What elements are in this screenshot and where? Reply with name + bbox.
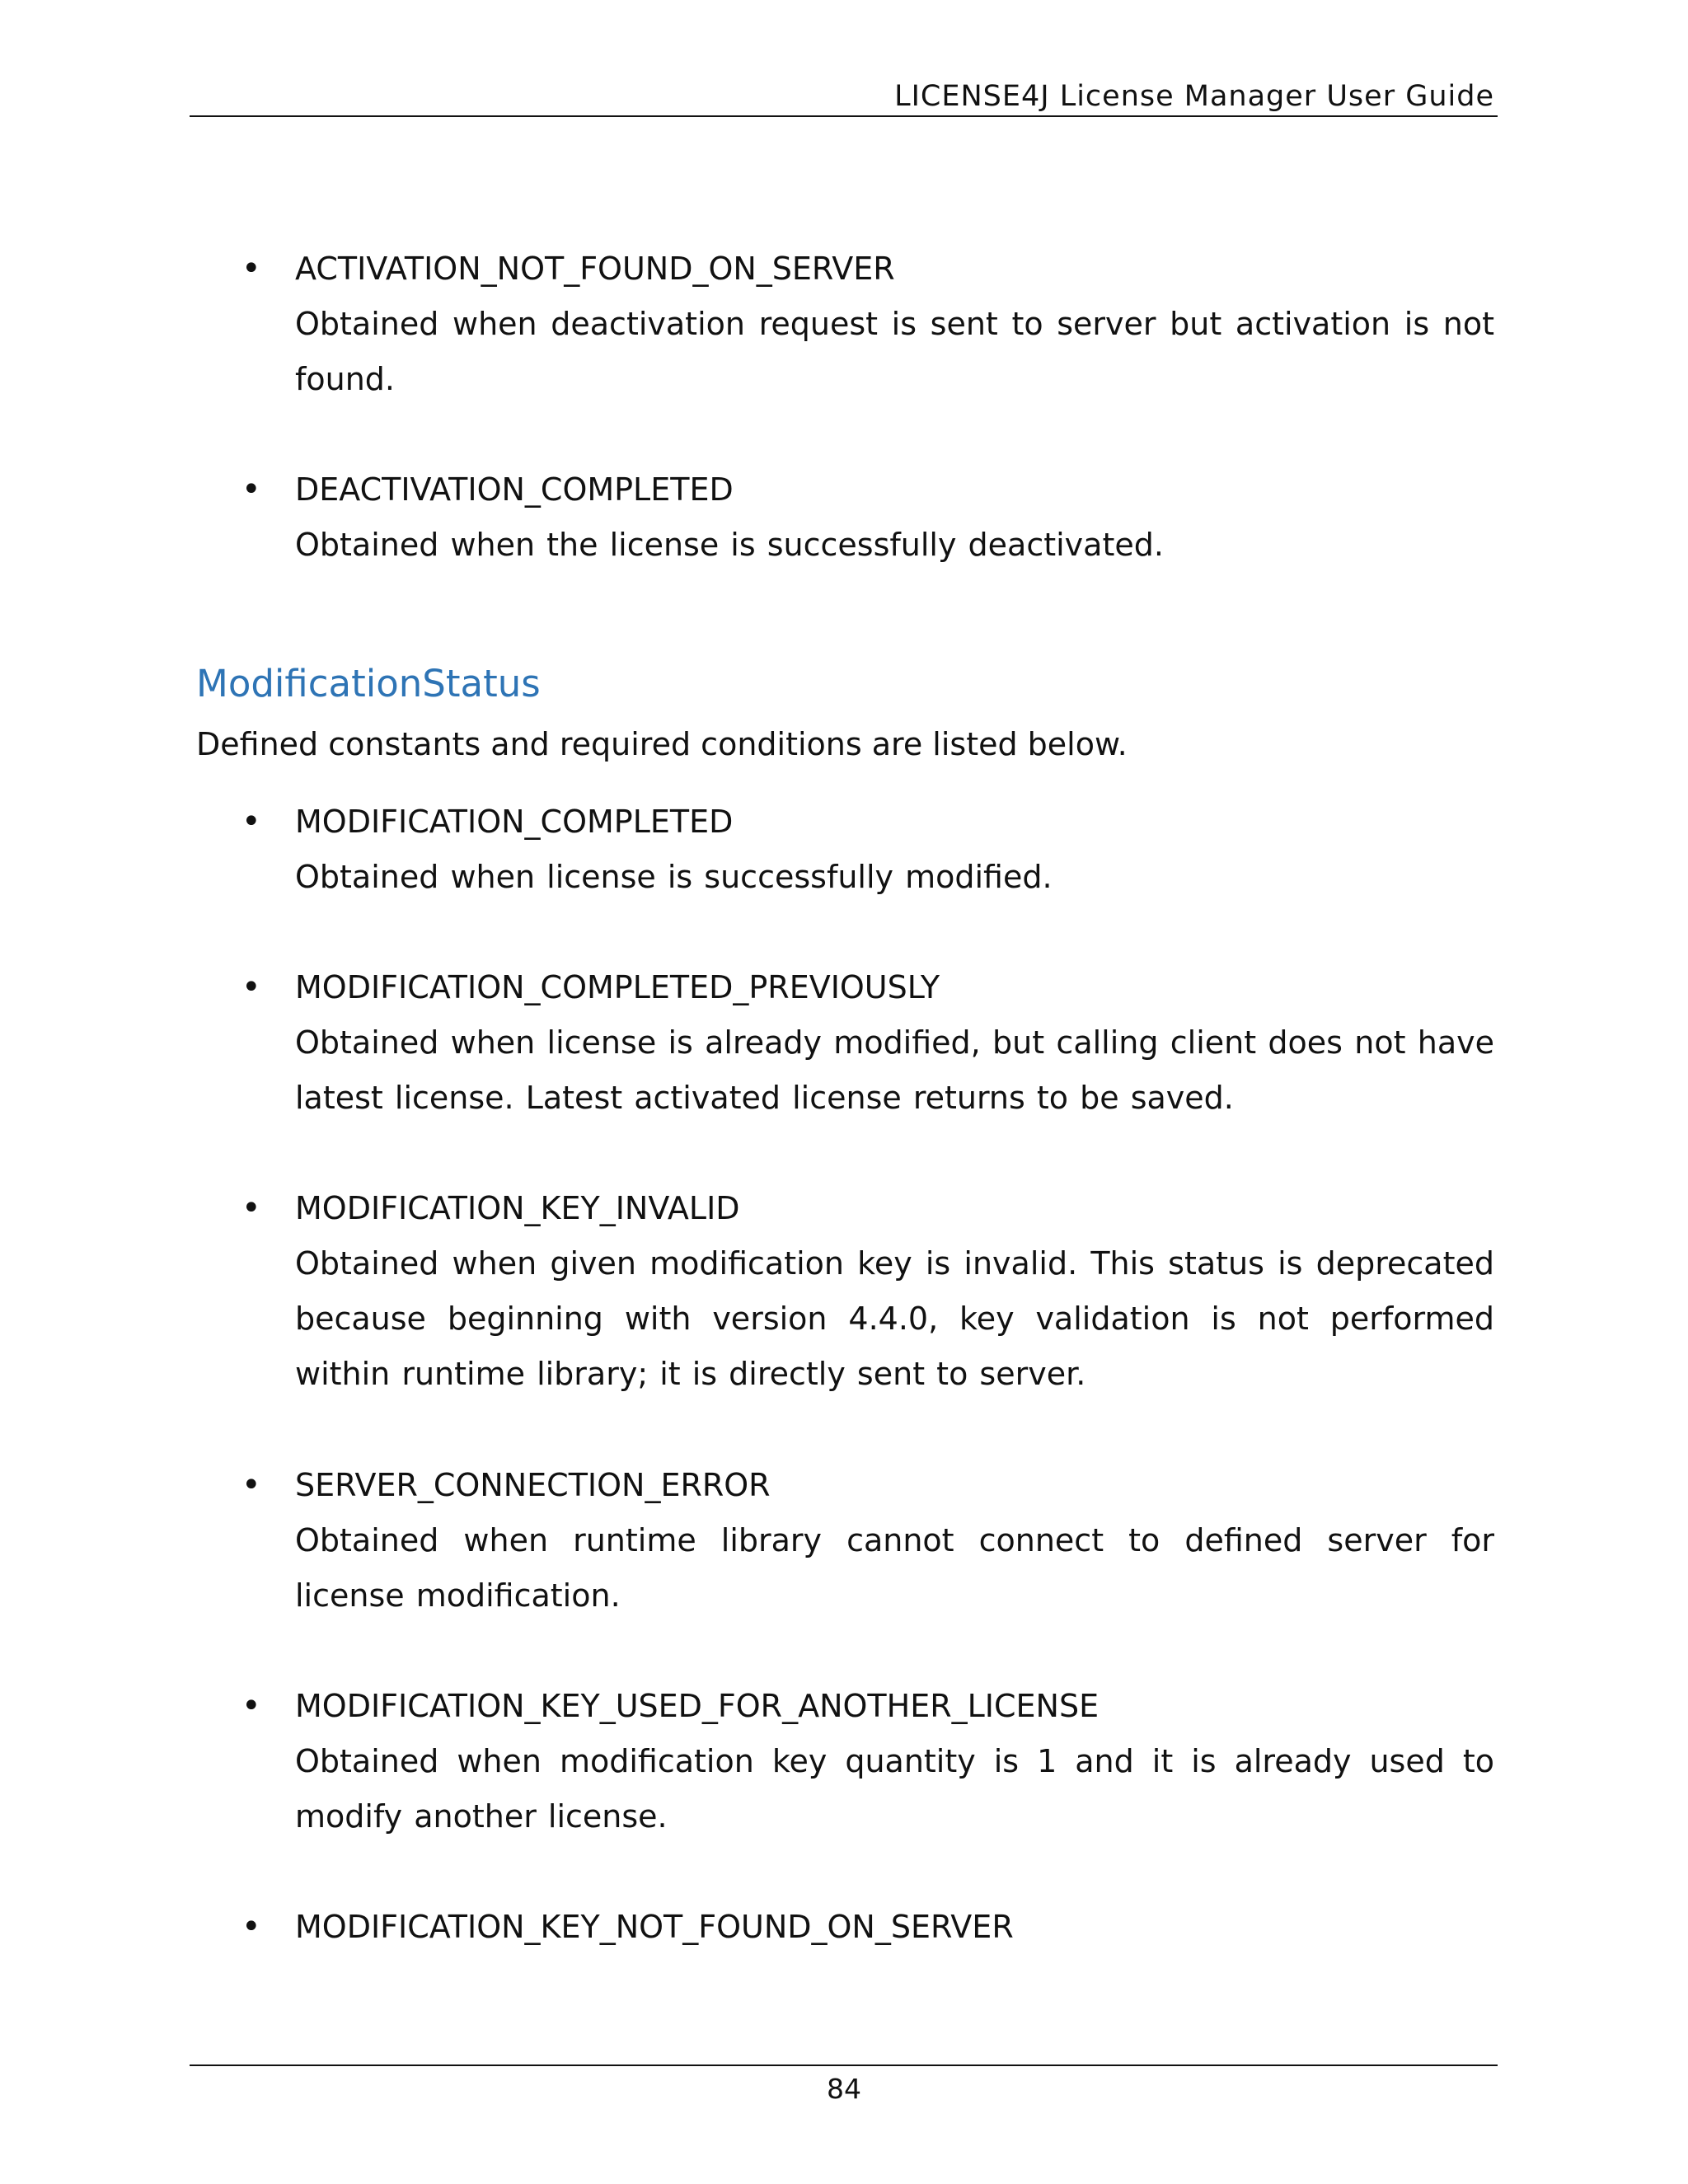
constant-name: ACTIVATION_NOT_FOUND_ON_SERVER bbox=[295, 251, 895, 287]
constant-description: Obtained when runtime library cannot connect to defined server for license modification. bbox=[295, 1522, 1494, 1614]
bullet-icon: • bbox=[241, 1189, 261, 1227]
constant-name: MODIFICATION_KEY_NOT_FOUND_ON_SERVER bbox=[295, 1909, 1014, 1945]
bullet-icon: • bbox=[241, 250, 261, 288]
bullet-icon: • bbox=[241, 1687, 261, 1725]
bullet-icon: • bbox=[241, 1908, 261, 1946]
bullet-icon: • bbox=[241, 471, 261, 509]
constant-name: MODIFICATION_COMPLETED_PREVIOUSLY bbox=[295, 969, 940, 1005]
page-number: 84 bbox=[827, 2073, 861, 2105]
constant-description: Obtained when license is already modified, but calling client does not have latest license. Latest activated license returns to be saved. bbox=[295, 1024, 1494, 1116]
section-heading: ModificationStatus bbox=[196, 662, 541, 705]
bullet-icon: • bbox=[241, 968, 261, 1006]
constant-name: MODIFICATION_COMPLETED bbox=[295, 804, 734, 840]
section-intro: Defined constants and required conditions are listed below. bbox=[196, 726, 1128, 762]
bullet-icon: • bbox=[241, 803, 261, 841]
constant-description: Obtained when the license is successfully deactivated. bbox=[295, 527, 1164, 563]
constant-description: Obtained when given modification key is invalid. This status is deprecated because beginning with version 4.4.0, key validation is not performed within runtime library; it is directly sent to server. bbox=[295, 1245, 1494, 1392]
constant-name: MODIFICATION_KEY_USED_FOR_ANOTHER_LICENSE bbox=[295, 1688, 1100, 1724]
footer-divider bbox=[190, 2064, 1498, 2066]
header-divider bbox=[190, 115, 1498, 117]
page-header-title: LICENSE4J License Manager User Guide bbox=[894, 80, 1494, 113]
constant-name: MODIFICATION_KEY_INVALID bbox=[295, 1190, 740, 1226]
constant-name: DEACTIVATION_COMPLETED bbox=[295, 471, 734, 508]
constant-description: Obtained when deactivation request is sent to server but activation is not found. bbox=[295, 306, 1494, 397]
bullet-icon: • bbox=[241, 1466, 261, 1504]
constant-description: Obtained when modification key quantity is 1 and it is already used to modify another license. bbox=[295, 1743, 1494, 1835]
constant-name: SERVER_CONNECTION_ERROR bbox=[295, 1467, 771, 1503]
constant-description: Obtained when license is successfully modified. bbox=[295, 859, 1053, 895]
